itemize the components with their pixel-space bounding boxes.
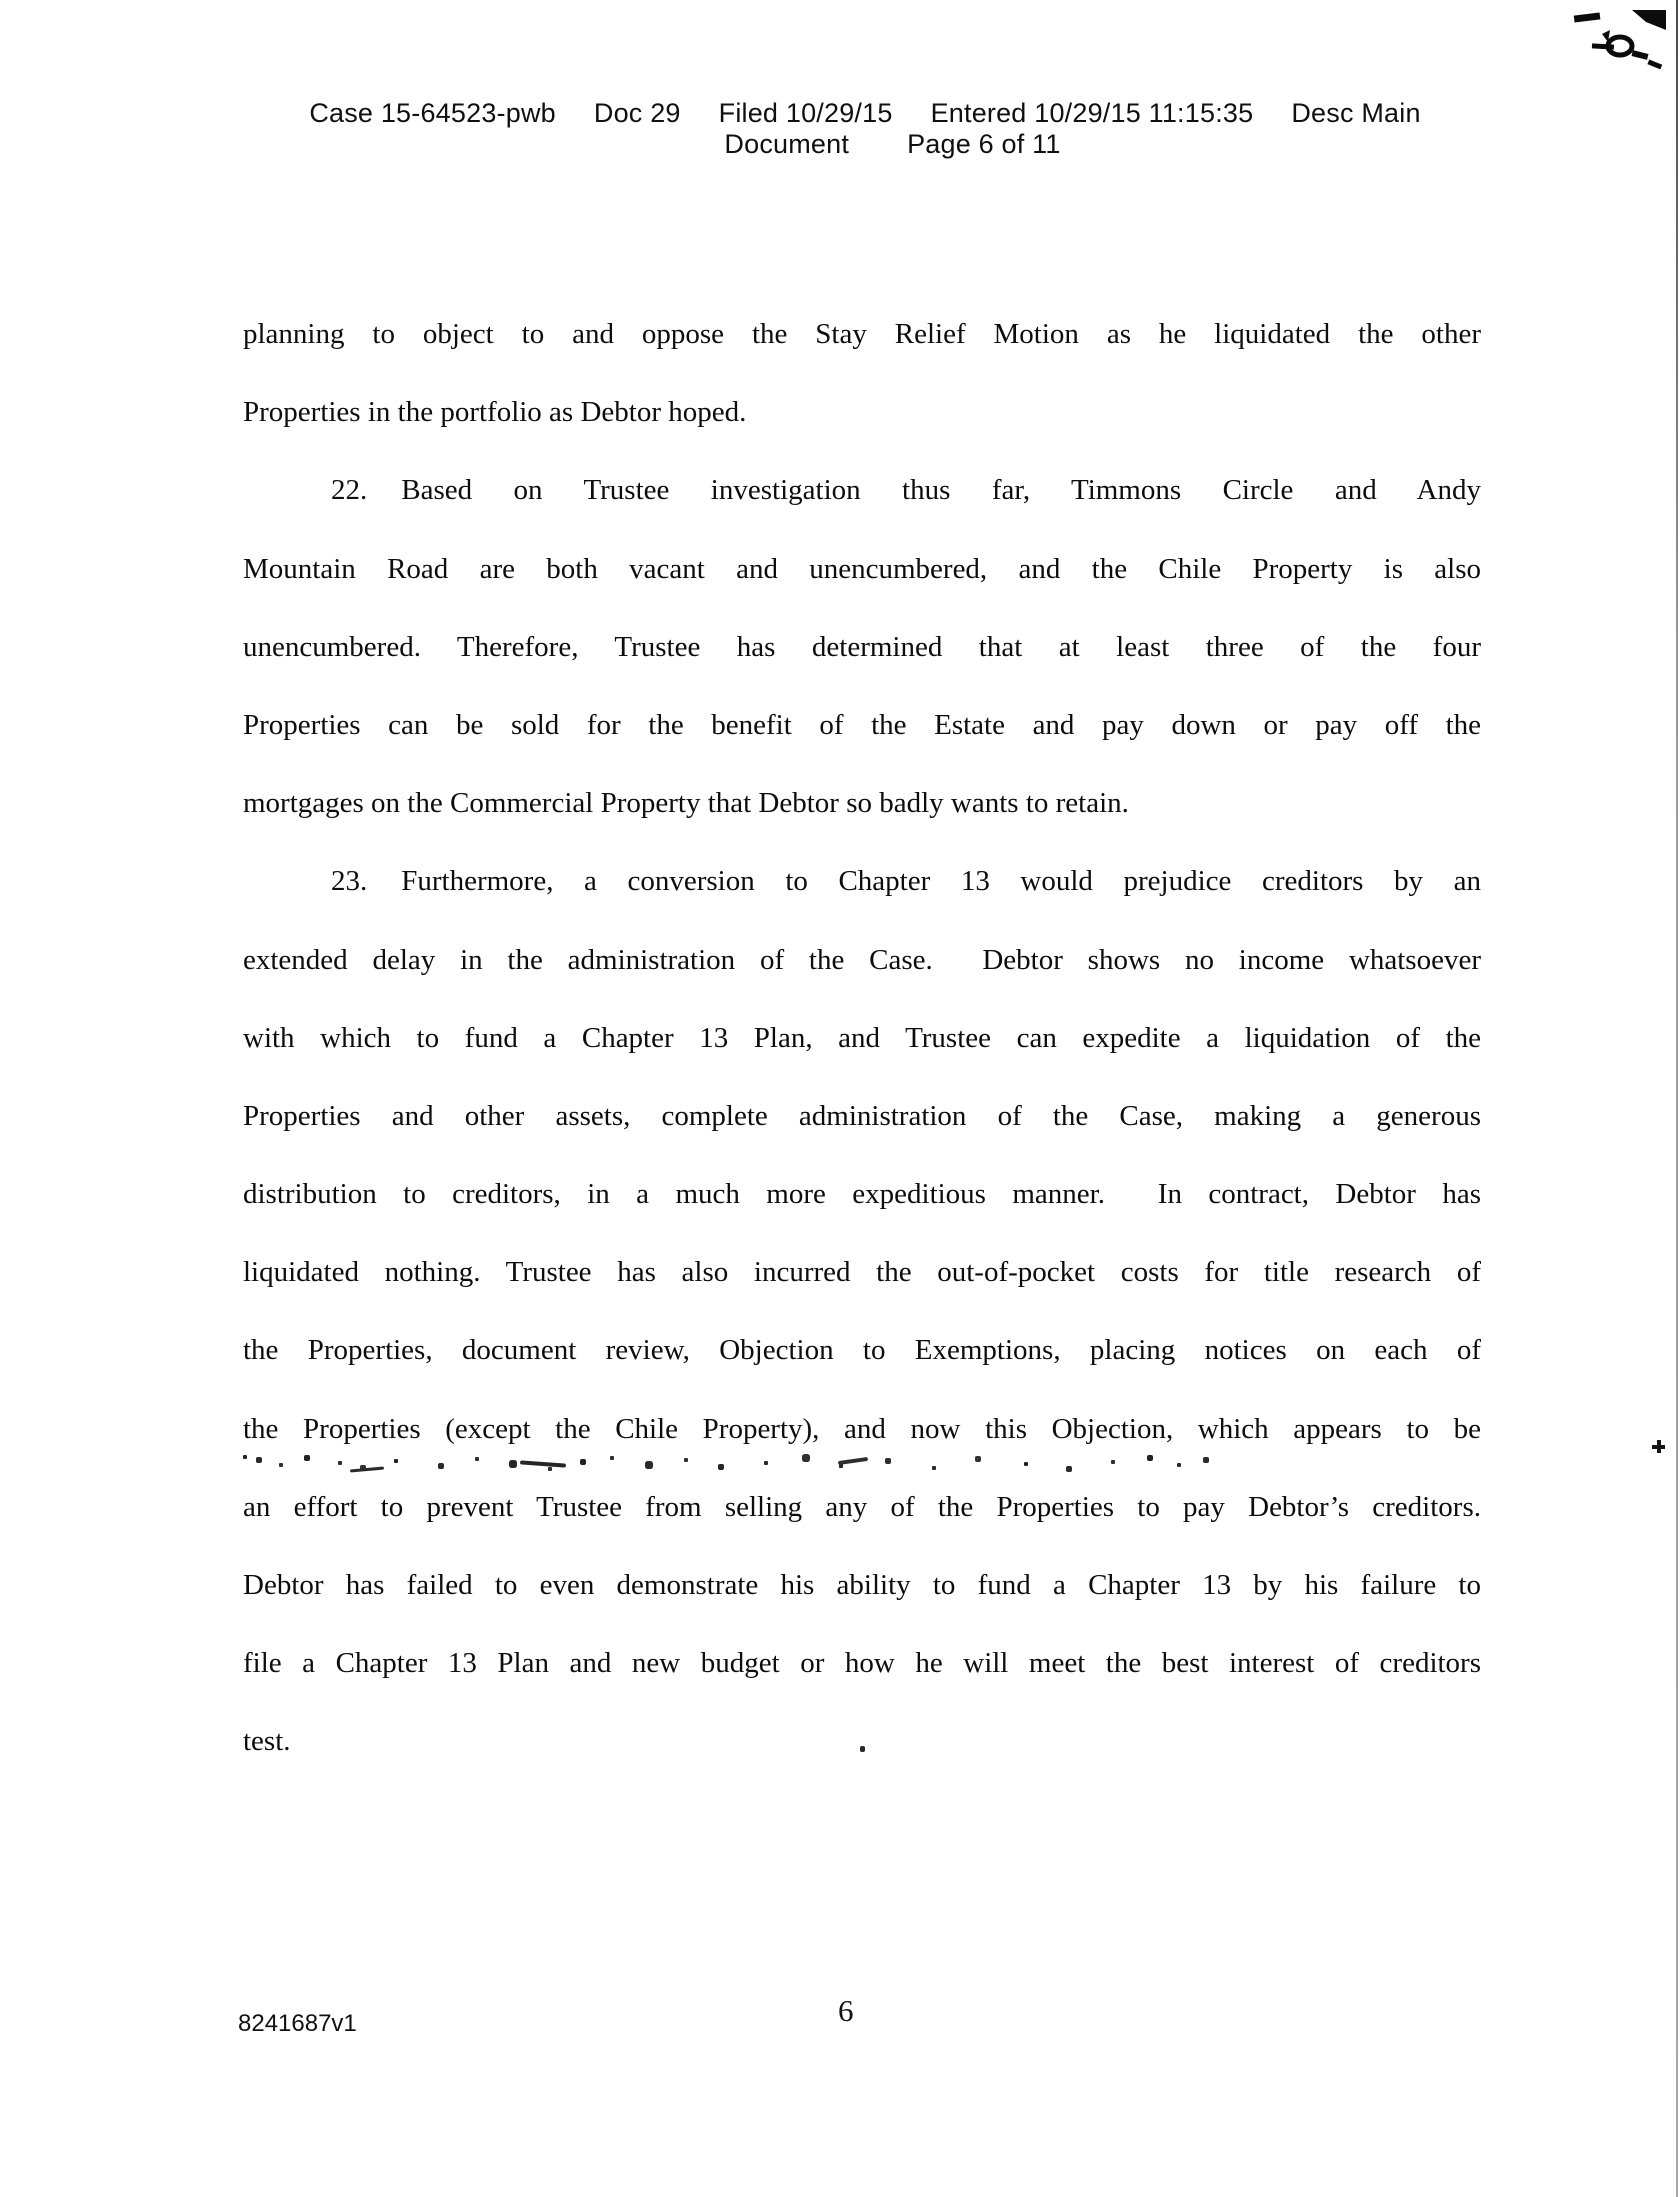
- body-line: test.: [243, 1725, 291, 1758]
- court-stamp-header: [220, 98, 1510, 160]
- entered-timestamp: Entered 10/29/15 11:15:35: [930, 98, 1254, 128]
- body-line: mortgages on the Commercial Property that Debtor so badly wants to retain.: [243, 787, 1129, 820]
- margin-cross-mark: [1652, 1440, 1665, 1453]
- page-count-label: Page 6 of 11: [907, 129, 1061, 159]
- body-line: Debtor has failed to even demonstrate his ability to fund a Chapter 13 by his failure to: [243, 1569, 1481, 1601]
- body-line: with which to fund a Chapter 13 Plan, and Trustee can expedite a liquidation of the: [243, 1021, 1481, 1054]
- stamp-line-2: [220, 129, 1510, 160]
- scan-noise-speckles: [243, 1455, 247, 1459]
- body-line: Properties and other assets, complete administration of the Case, making a generous: [243, 1099, 1481, 1132]
- body-line: the Properties, document review, Objection to Exemptions, placing notices on each of: [243, 1334, 1481, 1367]
- body-line: Properties in the portfolio as Debtor hoped.: [243, 396, 747, 429]
- document-body: [243, 316, 1481, 1802]
- body-line: Based on Trustee investigation thus far, Timmons Circle and Andy: [401, 474, 1481, 507]
- body-line: Mountain Road are both vacant and unencumbered, and the Chile Property is also: [243, 552, 1481, 585]
- document-id-footer: 8241687v1: [238, 2010, 357, 2037]
- document-label: Document: [724, 129, 850, 159]
- paragraph-22-start: [243, 472, 1481, 550]
- case-number: Case 15-64523-pwb: [309, 98, 556, 128]
- body-line: liquidated nothing. Trustee has also incurred the out-of-pocket costs for title research of: [243, 1256, 1481, 1289]
- body-line: Furthermore, a conversion to Chapter 13 would prejudice creditors by an: [401, 865, 1481, 898]
- body-line: Properties can be sold for the benefit of the Estate and pay down or pay off the: [243, 708, 1481, 741]
- stamp-line-1: [220, 98, 1510, 129]
- body-line: extended delay in the administration of the Case. Debtor shows no income whatsoever: [243, 943, 1481, 976]
- page-number: 6: [838, 1993, 854, 2028]
- doc-number: Doc 29: [593, 98, 681, 128]
- scan-edge-line: [1676, 0, 1678, 2197]
- corner-ink-smudge: [1556, 4, 1680, 76]
- paragraph-number: 23.: [331, 865, 368, 898]
- body-line: file a Chapter 13 Plan and new budget or how he will meet the best interest of creditors: [243, 1647, 1481, 1680]
- stray-ink-dot: [860, 1746, 865, 1752]
- body-line: an effort to prevent Trustee from selling any of the Properties to pay Debtor’s creditors.: [243, 1490, 1481, 1523]
- paragraph-23-start: [243, 863, 1481, 941]
- body-line: planning to object to and oppose the Stay Relief Motion as he liquidated the other: [243, 318, 1481, 350]
- filed-date: Filed 10/29/15: [718, 98, 893, 128]
- body-line: the Properties (except the Chile Property), and now this Objection, which appears to be: [243, 1412, 1481, 1445]
- body-line: unencumbered. Therefore, Trustee has determined that at least three of the four: [243, 630, 1481, 663]
- body-line: distribution to creditors, in a much more expeditious manner. In contract, Debtor has: [243, 1178, 1481, 1211]
- desc-label: Desc Main: [1291, 98, 1421, 128]
- paragraph-number: 22.: [331, 474, 368, 507]
